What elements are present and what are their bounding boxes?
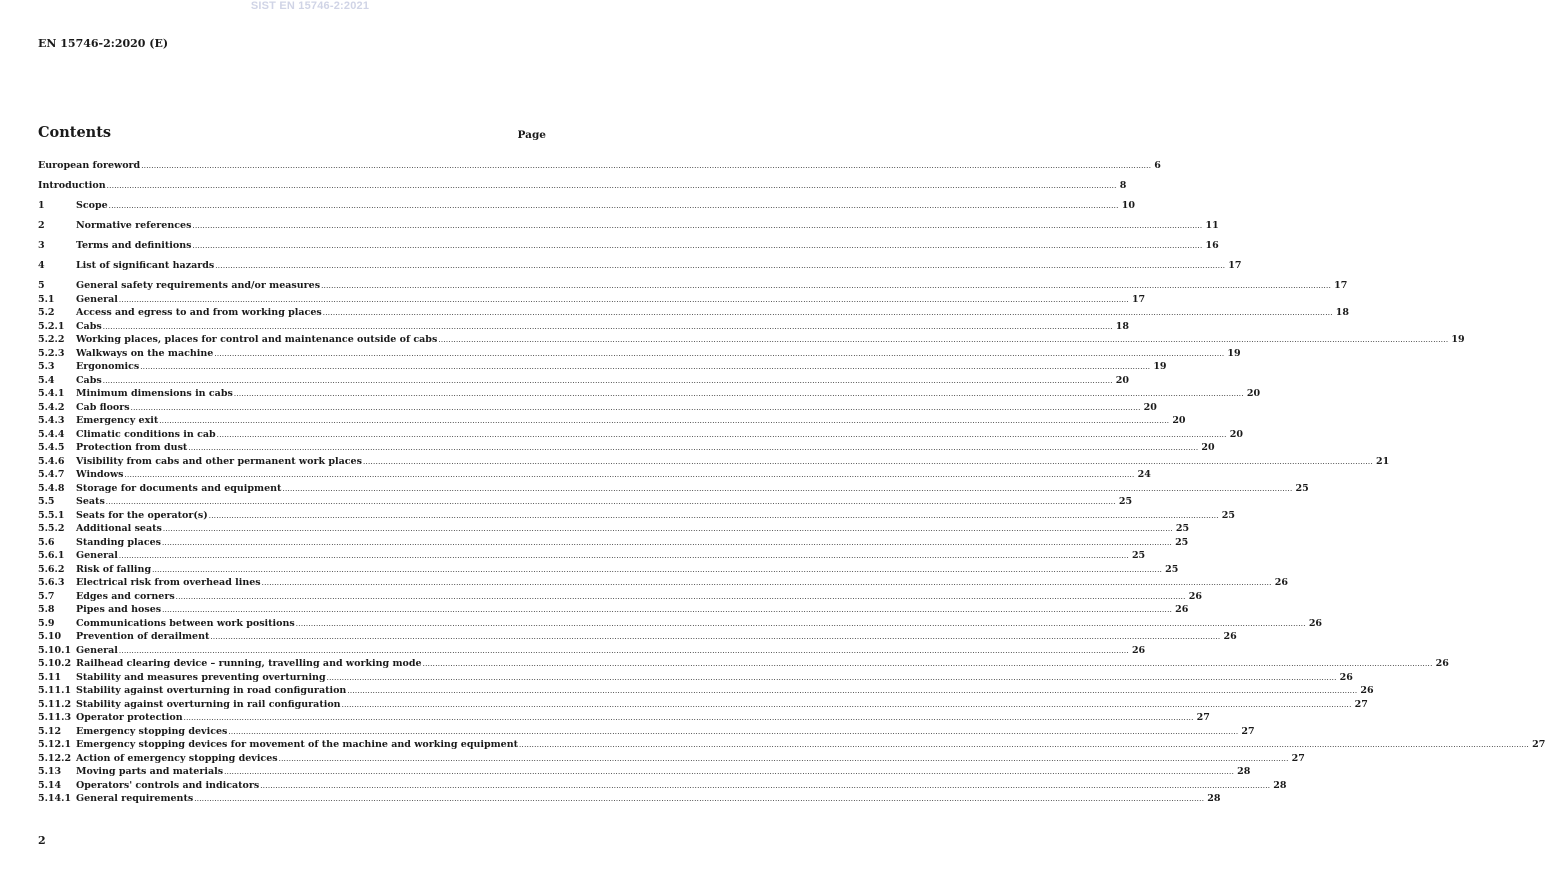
toc-dot-leader: ................................................................................................................................................................................................................................................................................................................................................................................................................ <box>118 295 1129 304</box>
toc-entry-title: Introduction <box>38 180 106 191</box>
toc-dot-leader: ................................................................................................................................................................................................................................................................................................................................................................................................................ <box>228 727 1239 736</box>
toc-entry[interactable] <box>38 320 1129 334</box>
toc-entry-number: 5.4.6 <box>38 455 65 467</box>
toc-entry[interactable] <box>38 360 1167 374</box>
toc-entry[interactable] <box>38 179 1127 193</box>
toc-entry-number: 3 <box>38 240 45 251</box>
toc-entry-title: Emergency exit <box>76 415 159 426</box>
toc-entry-title: Normative references <box>76 220 192 231</box>
toc-entry[interactable] <box>38 522 1190 536</box>
toc-entry-number: 5.5.1 <box>38 509 65 521</box>
toc-dot-leader: ................................................................................................................................................................................................................................................................................................................................................................................................................ <box>278 754 1289 763</box>
toc-entry-title: Storage for documents and equipment <box>76 482 282 494</box>
toc-dot-leader: ................................................................................................................................................................................................................................................................................................................................................................................................................ <box>215 262 1226 270</box>
toc-entry-number: 5.2.3 <box>38 347 65 359</box>
toc-entry-number: 5.4.7 <box>38 469 65 480</box>
toc-entry[interactable] <box>38 657 1449 671</box>
toc-entry-title: Terms and definitions <box>76 240 192 251</box>
toc-entry-title: Railhead clearing device – running, travelling and working mode <box>76 658 422 669</box>
toc-entry-number: 5.11.3 <box>38 712 72 723</box>
document-id: EN 15746-2:2020 (E) <box>38 37 169 50</box>
toc-entry[interactable] <box>38 239 1219 253</box>
toc-entry-page: 28 <box>1237 766 1251 777</box>
toc-dot-leader: ................................................................................................................................................................................................................................................................................................................................................................................................................ <box>130 403 1141 412</box>
toc-entry-number: 5.6.2 <box>38 563 65 575</box>
toc-dot-leader: ................................................................................................................................................................................................................................................................................................................................................................................................................ <box>194 795 1205 803</box>
toc-dot-leader: ................................................................................................................................................................................................................................................................................................................................................................................................................ <box>519 741 1530 749</box>
toc-entry[interactable] <box>38 259 1242 273</box>
toc-entry-title: Pipes and hoses <box>76 604 162 615</box>
toc-entry-page: 25 <box>1295 482 1309 494</box>
toc-entry-page: 20 <box>1172 415 1186 426</box>
toc-entry-number: 5 <box>38 280 45 291</box>
toc-dot-leader: ................................................................................................................................................................................................................................................................................................................................................................................................................ <box>141 162 1152 170</box>
toc-entry[interactable] <box>38 455 1390 469</box>
toc-entry-number: 5.2.2 <box>38 334 65 345</box>
toc-entry-number: 4 <box>38 260 45 271</box>
toc-entry[interactable] <box>38 293 1146 307</box>
toc-dot-leader: ................................................................................................................................................................................................................................................................................................................................................................................................................ <box>224 768 1235 776</box>
toc-entry-page: 25 <box>1118 496 1133 507</box>
toc-entry-title: Minimum dimensions in cabs <box>76 388 233 399</box>
toc-entry-title: Cabs <box>76 374 102 386</box>
toc-entry-title: Seats <box>76 496 105 507</box>
toc-entry-number: 5.1 <box>38 293 55 305</box>
toc-dot-leader: ................................................................................................................................................................................................................................................................................................................................................................................................................ <box>118 646 1129 655</box>
toc-entry[interactable] <box>38 765 1251 779</box>
toc-entry-title: Additional seats <box>76 523 162 534</box>
toc-entry-number: 5.11.2 <box>38 698 72 710</box>
toc-entry-number: 5.13 <box>38 766 62 777</box>
toc-entry-page: 8 <box>1119 180 1127 191</box>
toc-entry[interactable] <box>38 401 1157 415</box>
toc-entry[interactable] <box>38 441 1215 455</box>
toc-entry-number: 5.2.1 <box>38 320 65 332</box>
toc-entry-page: 27 <box>1241 725 1255 737</box>
toc-entry[interactable] <box>38 333 1465 347</box>
toc-entry-page: 19 <box>1451 334 1465 345</box>
toc-entry-title: General requirements <box>76 793 194 804</box>
toc-dot-leader: ................................................................................................................................................................................................................................................................................................................................................................................................................ <box>159 417 1170 425</box>
toc-dot-leader: ................................................................................................................................................................................................................................................................................................................................................................................................................ <box>124 471 1135 479</box>
toc-entry[interactable] <box>38 495 1133 509</box>
toc-entry[interactable] <box>38 738 1545 752</box>
toc-entry-number: 5.7 <box>38 590 55 602</box>
toc-dot-leader: ................................................................................................................................................................................................................................................................................................................................................................................................................ <box>210 633 1221 641</box>
toc-dot-leader: ................................................................................................................................................................................................................................................................................................................................................................................................................ <box>192 222 1203 230</box>
toc-entry-page: 24 <box>1137 469 1151 480</box>
toc-entry-title: Stability against overturning in road configuration <box>76 685 347 696</box>
toc-entry[interactable] <box>38 468 1151 482</box>
toc-entry-page: 20 <box>1246 388 1261 399</box>
toc-entry-page: 21 <box>1375 455 1390 467</box>
toc-dot-leader: ................................................................................................................................................................................................................................................................................................................................................................................................................ <box>162 525 1173 533</box>
toc-entry-number: 5.6.3 <box>38 577 65 588</box>
toc-entry-number: 5.9 <box>38 617 55 629</box>
toc-entry-number: 5.4.3 <box>38 415 65 426</box>
toc-entry-number: 5.4.2 <box>38 401 65 413</box>
toc-dot-leader: ................................................................................................................................................................................................................................................................................................................................................................................................................ <box>183 714 1194 722</box>
toc-entry[interactable] <box>38 509 1236 523</box>
toc-entry[interactable] <box>38 374 1129 388</box>
toc-entry-title: Moving parts and materials <box>76 766 224 777</box>
toc-entry-number: 5.4.1 <box>38 388 65 399</box>
toc-dot-leader: ................................................................................................................................................................................................................................................................................................................................................................................................................ <box>438 336 1449 344</box>
toc-entry-page: 11 <box>1205 220 1219 231</box>
toc-entry[interactable] <box>38 549 1146 563</box>
toc-entry-number: 5.11.1 <box>38 685 72 696</box>
toc-entry-title: Cab floors <box>76 401 130 413</box>
toc-entry-title: Electrical risk from overhead lines <box>76 577 261 588</box>
toc-entry-page: 25 <box>1165 563 1179 575</box>
toc-dot-leader: ................................................................................................................................................................................................................................................................................................................................................................................................................ <box>216 430 1227 439</box>
toc-entry-page: 27 <box>1196 712 1210 723</box>
toc-entry-title: Standing places <box>76 536 162 548</box>
toc-entry-page: 26 <box>1188 590 1202 602</box>
toc-dot-leader: ................................................................................................................................................................................................................................................................................................................................................................................................................ <box>118 552 1129 560</box>
watermark: SIST EN 15746-2:2021 <box>250 0 370 12</box>
toc-entry-title: General <box>76 644 118 656</box>
toc-entry-page: 26 <box>1308 617 1323 629</box>
toc-entry-number: 5.4.8 <box>38 482 65 494</box>
page-number: 2 <box>38 834 46 847</box>
toc-dot-leader: ................................................................................................................................................................................................................................................................................................................................................................................................................ <box>326 673 1337 682</box>
toc-entry[interactable] <box>38 219 1219 233</box>
toc-dot-leader: ................................................................................................................................................................................................................................................................................................................................................................................................................ <box>108 202 1119 210</box>
toc-dot-leader: ................................................................................................................................................................................................................................................................................................................................................................................................................ <box>162 538 1173 547</box>
toc-entry[interactable] <box>38 279 1348 293</box>
toc-dot-leader: ................................................................................................................................................................................................................................................................................................................................................................................................................ <box>188 444 1199 452</box>
toc-entry-page: 10 <box>1121 200 1135 211</box>
toc-entry-page: 28 <box>1273 779 1287 791</box>
toc-entry-page: 27 <box>1532 739 1545 750</box>
toc-entry-number: 5.8 <box>38 604 55 615</box>
toc-entry-title: General <box>76 293 118 305</box>
toc-entry-page: 17 <box>1228 260 1242 271</box>
toc-entry-page: 26 <box>1223 631 1237 642</box>
toc-entry-page: 20 <box>1115 374 1129 386</box>
toc-entry-number: 5.4.5 <box>38 442 65 453</box>
toc-entry-number: 5.10.2 <box>38 658 72 669</box>
toc-entry-page: 25 <box>1175 536 1189 548</box>
toc-entry-number: 5.11 <box>38 671 62 683</box>
toc-entry-title: Access and egress to and from working places <box>76 307 322 318</box>
toc-entry-page: 25 <box>1221 509 1236 521</box>
toc-dot-leader: ................................................................................................................................................................................................................................................................................................................................................................................................................ <box>260 781 1271 790</box>
toc-entry-number: 5.4 <box>38 374 55 386</box>
toc-entry-title: Risk of falling <box>76 563 152 575</box>
toc-entry-number: 5.6 <box>38 536 55 548</box>
toc-entry-page: 26 <box>1435 658 1449 669</box>
toc-dot-leader: ................................................................................................................................................................................................................................................................................................................................................................................................................ <box>162 606 1173 614</box>
toc-entry-page: 26 <box>1360 685 1374 696</box>
toc-entry[interactable] <box>38 792 1221 806</box>
toc-dot-leader: ................................................................................................................................................................................................................................................................................................................................................................................................................ <box>208 511 1219 520</box>
toc-entry-page: 19 <box>1153 361 1167 372</box>
table-of-contents <box>38 159 1545 806</box>
toc-entry-page: 26 <box>1175 604 1189 615</box>
toc-entry[interactable] <box>38 779 1287 793</box>
toc-entry[interactable] <box>38 698 1368 712</box>
toc-entry-title: Emergency stopping devices for movement of the machine and working equipment <box>76 739 519 750</box>
toc-dot-leader: ................................................................................................................................................................................................................................................................................................................................................................................................................ <box>322 309 1333 317</box>
toc-entry-title: Prevention of derailment <box>76 631 210 642</box>
toc-entry-title: Protection from dust <box>76 442 188 453</box>
toc-entry[interactable] <box>38 590 1202 604</box>
toc-entry-page: 20 <box>1201 442 1215 453</box>
toc-entry[interactable] <box>38 306 1350 320</box>
page-column-header: Page <box>517 129 546 141</box>
toc-entry-title: Working places, places for control and maintenance outside of cabs <box>76 334 438 345</box>
toc-entry[interactable] <box>38 617 1323 631</box>
toc-dot-leader: ................................................................................................................................................................................................................................................................................................................................................................................................................ <box>362 457 1373 466</box>
toc-entry-title: Windows <box>76 469 124 480</box>
toc-entry-number: 5.12.2 <box>38 752 72 764</box>
toc-entry-title: Edges and corners <box>76 590 175 602</box>
toc-dot-leader: ................................................................................................................................................................................................................................................................................................................................................................................................................ <box>192 242 1203 250</box>
toc-dot-leader: ................................................................................................................................................................................................................................................................................................................................................................................................................ <box>152 565 1163 574</box>
toc-entry-page: 17 <box>1334 280 1348 291</box>
toc-entry-number: 5.5 <box>38 496 55 507</box>
toc-entry-title: Stability and measures preventing overturning <box>76 671 326 683</box>
toc-entry[interactable] <box>38 414 1186 428</box>
toc-entry-title: European foreword <box>38 160 141 171</box>
toc-entry-title: Visibility from cabs and other permanent work places <box>76 455 362 467</box>
toc-dot-leader: ................................................................................................................................................................................................................................................................................................................................................................................................................ <box>295 619 1306 628</box>
toc-dot-leader: ................................................................................................................................................................................................................................................................................................................................................................................................................ <box>102 376 1113 385</box>
toc-entry-title: Ergonomics <box>76 361 140 372</box>
contents-title: Contents <box>38 124 112 141</box>
toc-entry-number: 5.4.4 <box>38 428 65 440</box>
toc-entry-title: Operator protection <box>76 712 183 723</box>
toc-entry[interactable] <box>38 711 1210 725</box>
toc-entry-number: 5.14 <box>38 779 62 791</box>
toc-entry-title: Walkways on the machine <box>76 347 214 359</box>
toc-entry-page: 26 <box>1131 644 1146 656</box>
toc-entry-page: 26 <box>1274 577 1288 588</box>
toc-entry[interactable] <box>38 644 1146 658</box>
toc-dot-leader: ................................................................................................................................................................................................................................................................................................................................................................................................................ <box>106 182 1117 190</box>
toc-entry-page: 16 <box>1205 240 1219 251</box>
toc-entry-number: 1 <box>38 200 45 211</box>
toc-dot-leader: ................................................................................................................................................................................................................................................................................................................................................................................................................ <box>233 390 1244 398</box>
toc-dot-leader: ................................................................................................................................................................................................................................................................................................................................................................................................................ <box>341 700 1352 709</box>
toc-entry-title: Climatic conditions in cab <box>76 428 216 440</box>
toc-entry[interactable] <box>38 725 1255 739</box>
toc-entry-title: Action of emergency stopping devices <box>76 752 278 764</box>
toc-entry-page: 20 <box>1229 428 1243 440</box>
toc-entry-number: 5.12.1 <box>38 739 72 750</box>
toc-entry-page: 26 <box>1339 671 1353 683</box>
toc-entry-number: 2 <box>38 220 45 231</box>
toc-dot-leader: ................................................................................................................................................................................................................................................................................................................................................................................................................ <box>282 484 1293 493</box>
toc-entry-title: Cabs <box>76 320 102 332</box>
toc-entry-number: 5.6.1 <box>38 550 65 561</box>
toc-entry[interactable] <box>38 684 1374 698</box>
toc-dot-leader: ................................................................................................................................................................................................................................................................................................................................................................................................................ <box>261 579 1272 587</box>
toc-entry[interactable] <box>38 671 1353 685</box>
toc-entry[interactable] <box>38 199 1135 213</box>
toc-entry[interactable] <box>38 482 1309 496</box>
toc-entry-number: 5.14.1 <box>38 793 72 804</box>
toc-entry-page: 18 <box>1335 307 1350 318</box>
toc-entry[interactable] <box>38 347 1241 361</box>
toc-entry-title: General <box>76 550 118 561</box>
toc-entry-page: 28 <box>1207 793 1221 804</box>
toc-entry[interactable] <box>38 536 1189 550</box>
toc-entry-title: Stability against overturning in rail configuration <box>76 698 341 710</box>
toc-dot-leader: ................................................................................................................................................................................................................................................................................................................................................................................................................ <box>175 592 1186 601</box>
toc-entry[interactable] <box>38 630 1237 644</box>
toc-dot-leader: ................................................................................................................................................................................................................................................................................................................................................................................................................ <box>422 660 1433 668</box>
toc-entry-page: 19 <box>1227 347 1241 359</box>
toc-dot-leader: ................................................................................................................................................................................................................................................................................................................................................................................................................ <box>214 349 1225 358</box>
toc-dot-leader: ................................................................................................................................................................................................................................................................................................................................................................................................................ <box>102 322 1113 331</box>
toc-entry[interactable] <box>38 563 1179 577</box>
toc-entry[interactable] <box>38 603 1189 617</box>
toc-entry-page: 6 <box>1154 160 1161 171</box>
toc-entry[interactable] <box>38 159 1161 173</box>
toc-entry-number: 5.5.2 <box>38 523 65 534</box>
toc-entry-title: Emergency stopping devices <box>76 725 228 737</box>
toc-entry[interactable] <box>38 428 1243 442</box>
toc-entry[interactable] <box>38 576 1288 590</box>
toc-entry-number: 5.12 <box>38 725 62 737</box>
toc-entry-number: 5.10.1 <box>38 644 72 656</box>
toc-entry-page: 27 <box>1354 698 1368 710</box>
toc-entry[interactable] <box>38 387 1261 401</box>
toc-entry-page: 18 <box>1115 320 1129 332</box>
toc-dot-leader: ................................................................................................................................................................................................................................................................................................................................................................................................................ <box>105 498 1116 506</box>
toc-entry-title: Operators' controls and indicators <box>76 779 260 791</box>
toc-entry-title: General safety requirements and/or measures <box>76 280 321 291</box>
toc-dot-leader: ................................................................................................................................................................................................................................................................................................................................................................................................................ <box>140 363 1151 371</box>
toc-entry-number: 5.3 <box>38 361 55 372</box>
toc-entry-number: 5.10 <box>38 631 62 642</box>
toc-entry-page: 25 <box>1131 550 1146 561</box>
toc-entry-number: 5.2 <box>38 307 55 318</box>
toc-entry[interactable] <box>38 752 1305 766</box>
toc-entry-page: 17 <box>1131 293 1146 305</box>
toc-entry-page: 25 <box>1175 523 1190 534</box>
toc-entry-title: Scope <box>76 200 108 211</box>
toc-entry-title: Seats for the operator(s) <box>76 509 208 521</box>
toc-entry-title: Communications between work positions <box>76 617 295 629</box>
toc-entry-title: List of significant hazards <box>76 260 215 271</box>
toc-entry-page: 20 <box>1143 401 1157 413</box>
toc-dot-leader: ................................................................................................................................................................................................................................................................................................................................................................................................................ <box>347 687 1358 695</box>
toc-entry-page: 27 <box>1291 752 1305 764</box>
toc-dot-leader: ................................................................................................................................................................................................................................................................................................................................................................................................................ <box>321 282 1332 290</box>
